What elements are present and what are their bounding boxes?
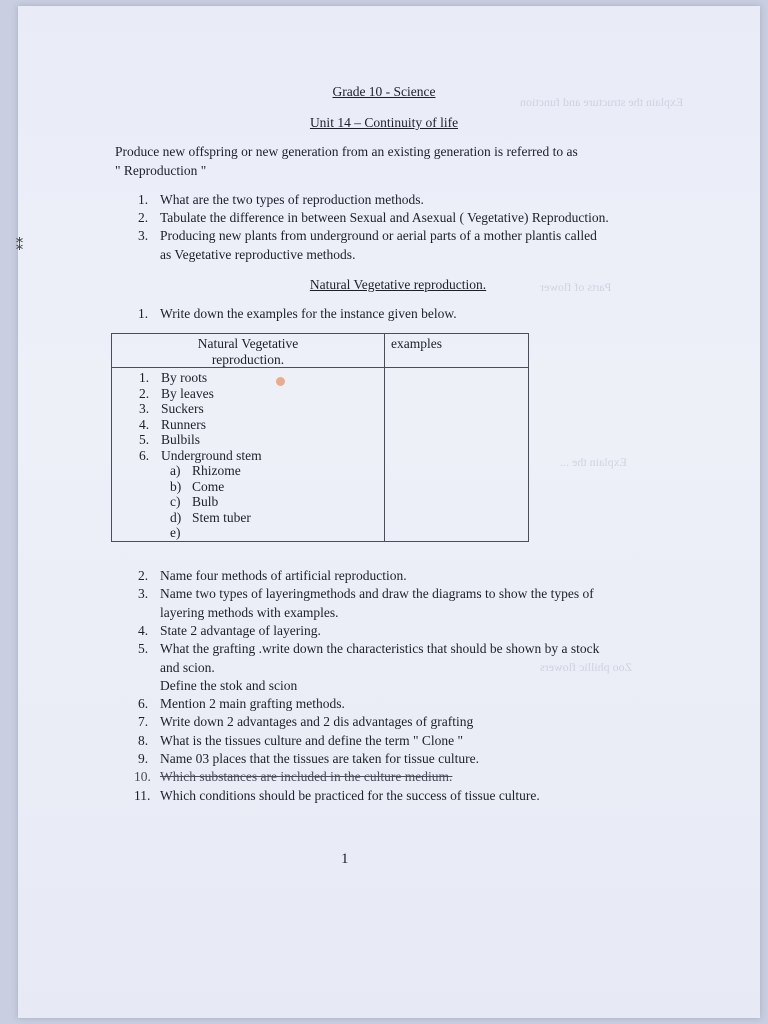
sub-item: a) Rhizome	[170, 463, 241, 478]
list-item: 6. Underground stem	[139, 447, 262, 463]
list-item: 3. Suckers	[139, 401, 204, 416]
intro-line-1: Produce new offspring or new generation from an existing generation is referred to as	[115, 144, 578, 159]
vegetative-table	[111, 333, 529, 542]
question-b9: 9. Name 03 places that the tissues are taken for tissue culture.	[138, 751, 480, 766]
question-a3: 3. Producing new plants from underground or aerial parts of a mother plantis called	[138, 228, 597, 243]
question-b3-cont: layering methods with examples.	[160, 605, 339, 620]
question-b8: 8. What is the tissues culture and define the term " Clone "	[138, 733, 464, 748]
question-1: 1. Write down the examples for the instance given below.	[138, 306, 457, 321]
list-item: 5. Bulbils	[139, 432, 201, 447]
unit-title: Unit 14 – Continuity of life	[309, 115, 459, 130]
question-b11: 11. Which conditions should be practiced for the success of tissue culture.	[134, 788, 540, 803]
question-b4: 4. State 2 advantage of layering.	[138, 623, 321, 638]
sub-item: c) Bulb	[170, 494, 219, 509]
question-b7: 7. Write down 2 advantages and 2 dis advantages of grafting	[138, 714, 474, 729]
question-a3-cont: as Vegetative reproductive methods.	[160, 247, 356, 262]
grade-title: Grade 10 - Science	[332, 84, 436, 99]
question-b10: 10. Which substances are included in the culture medium.	[134, 769, 453, 784]
question-b6: 6. Mention 2 main grafting methods.	[138, 696, 345, 711]
question-b2: 2. Name four methods of artificial reproduction.	[138, 568, 407, 583]
list-item: 1. By roots	[139, 370, 208, 385]
table-header-right: examples	[385, 334, 529, 368]
table-methods-cell	[112, 368, 385, 542]
table-header-left: Natural Vegetative reproduction.	[112, 334, 385, 368]
intro-line-2: " Reproduction "	[115, 163, 207, 178]
list-item: 4. Runners	[139, 416, 206, 432]
question-a1: 1. What are the two types of reproduction methods.	[138, 192, 424, 207]
sub-item: e)	[170, 525, 181, 540]
question-b5-cont: and scion.	[160, 660, 215, 675]
sub-item: d) Stem tuber	[170, 509, 251, 525]
table-examples-cell	[385, 368, 529, 542]
section-title: Natural Vegetative reproduction.	[309, 277, 487, 292]
ink-spot	[276, 377, 285, 386]
question-b5: 5. What the grafting .write down the characteristics that should be shown by a stock	[138, 641, 600, 656]
page-number: 1	[341, 851, 349, 867]
sub-item: b) Come	[170, 478, 225, 494]
question-a2: 2. Tabulate the difference in between Sexual and Asexual ( Vegetative) Reproduction.	[138, 210, 609, 225]
question-b5-cont-2: Define the stok and scion	[160, 678, 298, 693]
list-item: 2. By leaves	[139, 385, 214, 401]
question-b3: 3. Name two types of layeringmethods and draw the diagrams to show the types of	[138, 586, 594, 601]
margin-mark: ⁑	[16, 239, 23, 254]
